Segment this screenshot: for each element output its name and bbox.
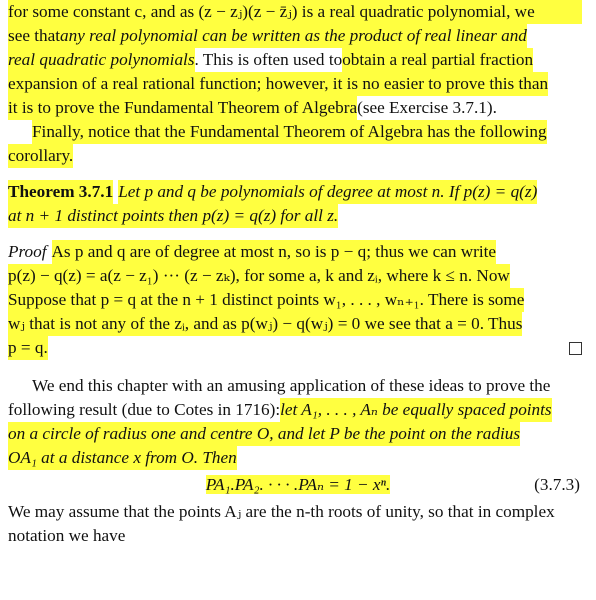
proof-line (8, 336, 588, 360)
proof-line (8, 288, 588, 312)
proof-line (8, 312, 588, 336)
text-line (8, 374, 588, 398)
theorem-text: Let p and q be polynomials of degree at most n. If p(z) = q(z) (118, 180, 537, 204)
equation-formula: PA₁.PA₂. · · · .PAₙ = 1 − xⁿ. (205, 475, 391, 494)
text-span: Finally, notice that the Fundamental Theorem of Algebra has the following (32, 120, 547, 144)
proof-text: p(z) − q(z) = a(z − z₁) ··· (z − zₖ), for some a, k and zᵢ, where k ≤ n. Now (8, 264, 510, 288)
text-span: . This is often used to (194, 50, 343, 69)
proof-text: wⱼ that is not any of the zᵢ, and as p(wⱼ) − q(wⱼ) = 0 we see that a = 0. Thus (8, 312, 522, 336)
spacer (8, 168, 588, 180)
text-span: We may assume that the points Aⱼ are the n-th roots of unity, so that in complex (8, 502, 555, 521)
text-line (8, 120, 588, 144)
text-line (8, 48, 588, 72)
text-span: let A₁, . . . , Aₙ be equally spaced points (280, 398, 552, 422)
text-line (8, 72, 588, 96)
text-line (8, 96, 588, 120)
proof-text: p = q. (8, 336, 48, 360)
proof-label: Proof (8, 242, 47, 261)
text-span: obtain a real partial fraction (342, 48, 533, 72)
text-span: OA₁ at a distance x from O. Then (8, 446, 237, 470)
text-span: expansion of a real rational function; however, it is no easier to prove this than (8, 72, 548, 96)
theorem-label: Theorem 3.7.1 (8, 180, 113, 204)
text-span: We end this chapter with an amusing application of these ideas to prove the (32, 376, 551, 395)
theorem-line (8, 204, 588, 228)
theorem-line (8, 180, 588, 204)
text-span: notation we have (8, 526, 126, 545)
text-line (8, 0, 582, 24)
qed-box-icon (569, 342, 582, 355)
text-span: it is to prove the Fundamental Theorem of Algebra (8, 96, 357, 120)
text-span: following result (due to Cotes in 1716): (8, 400, 281, 419)
text-span: see that (8, 24, 60, 48)
proof-text: As p and q are of degree at most n, so is p − q; thus we can write (52, 240, 497, 264)
text-line (8, 524, 588, 548)
proof-line (8, 240, 588, 264)
text-span: real quadratic polynomials (8, 48, 195, 72)
text-line (8, 398, 588, 422)
equation-number: (3.7.3) (534, 475, 580, 494)
text-line (8, 422, 588, 446)
text-line (8, 24, 588, 48)
text-span: (see Exercise 3.7.1). (357, 98, 497, 117)
text-span: any real polynomial can be written as the product of real linear and (60, 24, 527, 48)
spacer (8, 360, 588, 374)
theorem-text: at n + 1 distinct points then p(z) = q(z) for all z. (8, 204, 338, 228)
text-line (8, 144, 588, 168)
text-line (8, 500, 588, 524)
text-line (8, 446, 588, 470)
spacer (8, 228, 588, 240)
proof-text: Suppose that p = q at the n + 1 distinct points w₁, . . . , wₙ₊₁. There is some (8, 288, 524, 312)
text-span: on a circle of radius one and centre O, and let P be the point on the radius (8, 422, 520, 446)
text-span: corollary. (8, 144, 73, 168)
proof-line (8, 264, 588, 288)
display-equation (8, 470, 588, 500)
text-span: for some constant c, and as (z − zⱼ)(z − z̄ⱼ) is a real quadratic polynomial, we (8, 2, 535, 21)
